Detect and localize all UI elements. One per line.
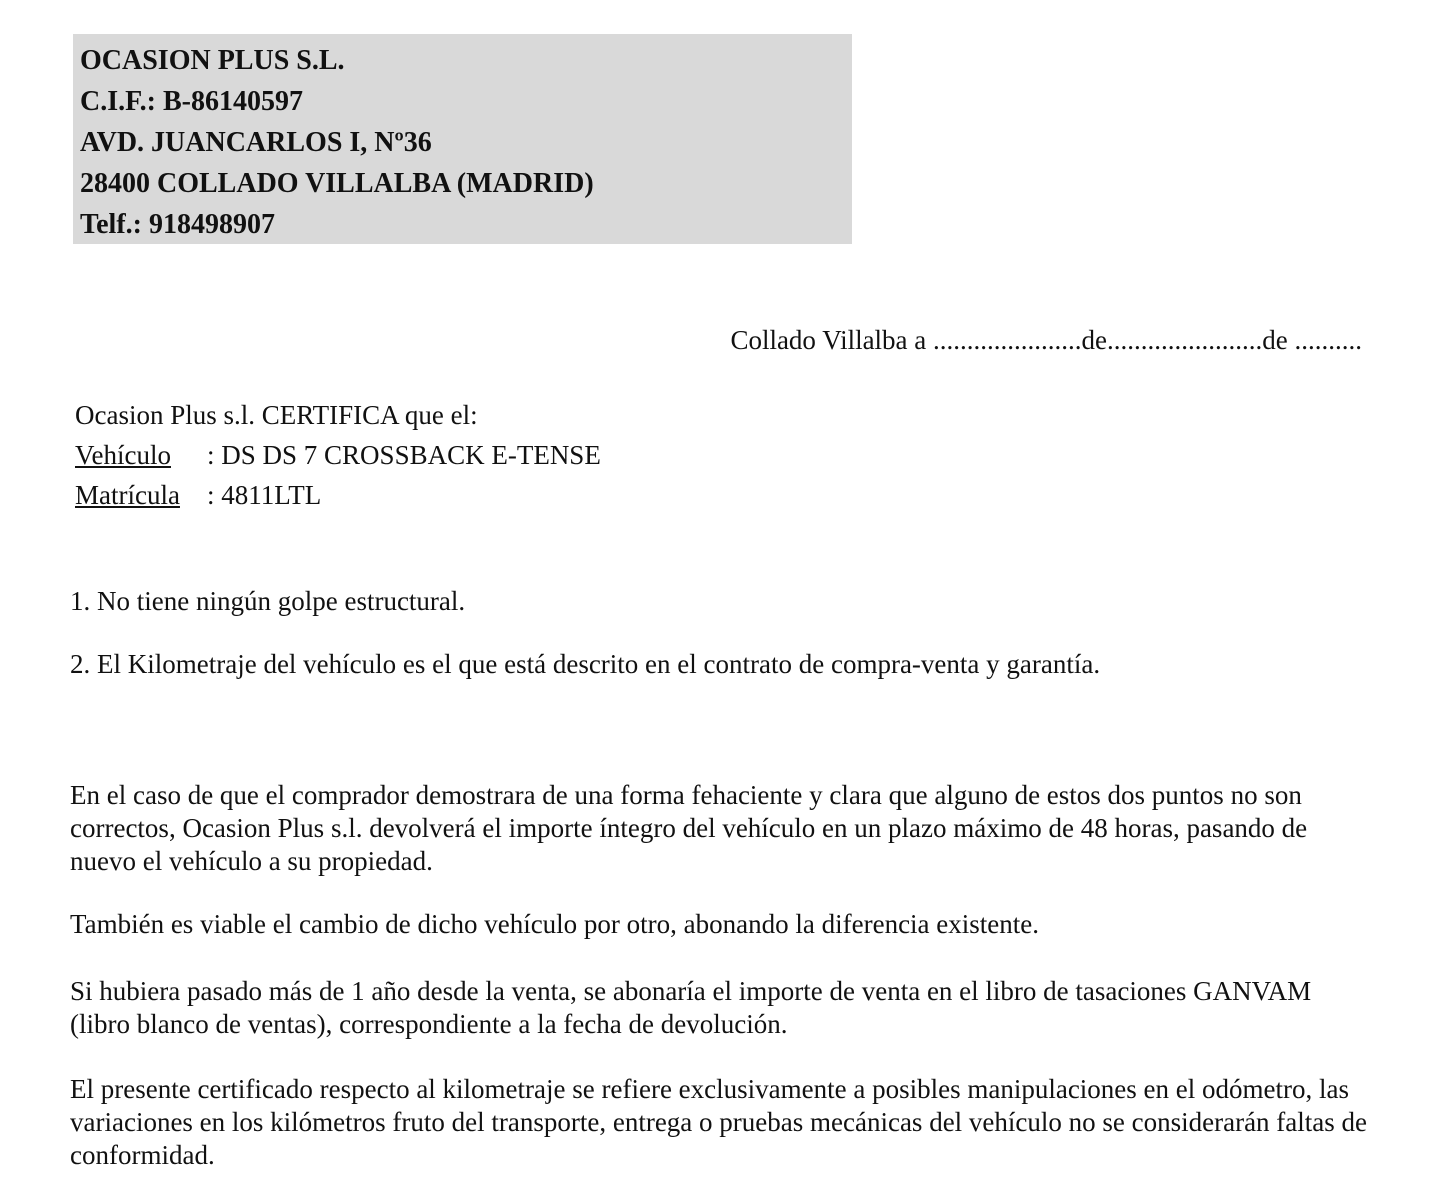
certificate-block bbox=[75, 395, 601, 515]
point-mileage: 2. El Kilometraje del vehículo es el que está descrito en el contrato de compra-venta y garantía. bbox=[70, 649, 1101, 679]
plate-row bbox=[75, 475, 601, 515]
point-structural: 1. No tiene ningún golpe estructural. bbox=[70, 586, 466, 616]
paragraph-ganvam: Si hubiera pasado más de 1 año desde la venta, se abonaría el importe de venta en el libro de tasaciones GANVAM (libro blanco de ventas), correspondiente a la fecha de devolución. bbox=[70, 976, 1312, 1039]
paragraph-exchange: También es viable el cambio de dicho vehículo por otro, abonando la diferencia existente. bbox=[70, 909, 1040, 939]
plate-value: : 4811LTL bbox=[207, 480, 322, 510]
date-line: Collado Villalba a ......................de.......................de .......... bbox=[730, 325, 1362, 355]
company-header-box bbox=[73, 34, 852, 244]
company-cif: C.I.F.: B-86140597 bbox=[80, 86, 303, 117]
company-city: 28400 COLLADO VILLALBA (MADRID) bbox=[80, 168, 594, 199]
plate-label: Matrícula bbox=[75, 480, 180, 510]
paragraph-odometer: El presente certificado respecto al kilometraje se refiere exclusivamente a posibles manipulaciones en el odómetro, las variaciones en los kilómetros fruto del transporte, entrega o pruebas mecánicas del vehículo no se considerarán faltas de conformidad. bbox=[70, 1074, 1368, 1170]
company-name: OCASION PLUS S.L. bbox=[80, 45, 345, 76]
paragraph-refund: En el caso de que el comprador demostrara de una forma fehaciente y clara que alguno de estos dos puntos no son correctos, Ocasion Plus s.l. devolverá el importe íntegro del vehículo en un plazo máximo de 48 horas, pasando de nuevo el vehículo a su propiedad. bbox=[70, 780, 1308, 876]
vehicle-row bbox=[75, 435, 601, 475]
certificate-intro: Ocasion Plus s.l. CERTIFICA que el: bbox=[75, 400, 478, 430]
company-phone: Telf.: 918498907 bbox=[80, 209, 275, 240]
vehicle-label: Vehículo bbox=[75, 440, 171, 470]
vehicle-value: : DS DS 7 CROSSBACK E-TENSE bbox=[207, 440, 601, 470]
company-address: AVD. JUANCARLOS I, Nº36 bbox=[80, 127, 432, 158]
